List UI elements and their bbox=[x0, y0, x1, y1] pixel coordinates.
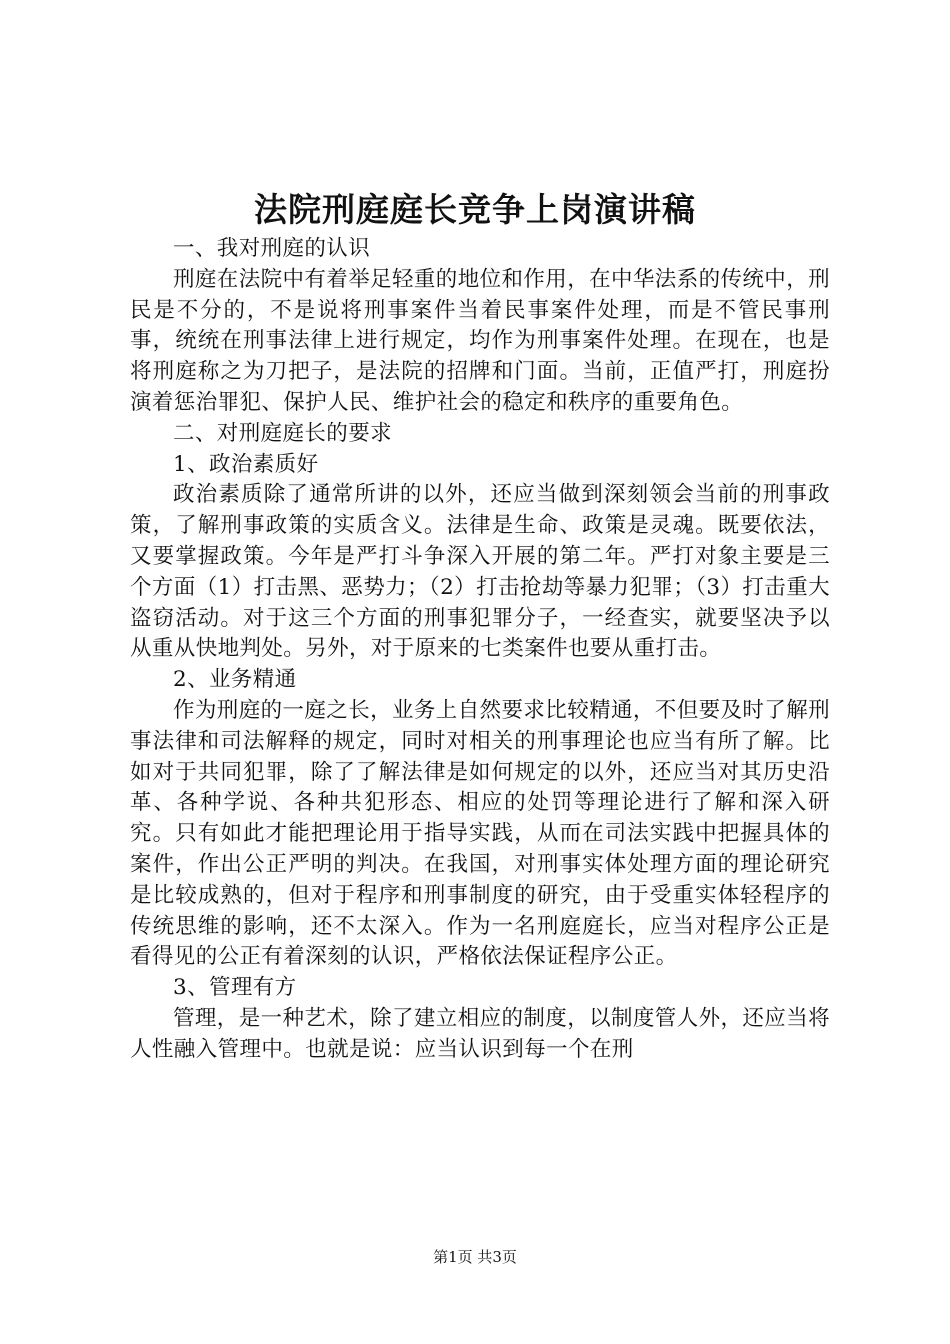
body-paragraph: 作为刑庭的一庭之长，业务上自然要求比较精通，不但要及时了解刑事法律和司法解释的规定，同时对相关的刑事理论也应当有所了解。比如对于共同犯罪，除了了解法律是如何规定的以外，还应当对其历史沿革、各种学说、各种共犯形态、相应的处罚等理论进行了解和深入研究。只有如此才能把理论用于指导实践，从而在司法实践中把握具体的案件，作出公正严明的判决。在我国，对刑事实体处理方面的理论研究是比较成熟的，但对于程序和刑事制度的研究，由于受重实体轻程序的传统思维的影响，还不太深入。作为一名刑庭庭长，应当对程序公正是看得见的公正有着深刻的认识，严格依法保证程序公正。 bbox=[130, 697, 831, 970]
body-paragraph: 政治素质除了通常所讲的以外，还应当做到深刻领会当前的刑事政策，了解刑事政策的实质含义。法律是生命、政策是灵魂。既要依法，又要掌握政策。今年是严打斗争深入开展的第二年。严打对象主要是三个方面（1）打击黑、恶势力；（2）打击抢劫等暴力犯罪；（3）打击重大盗窃活动。对于这三个方面的刑事犯罪分子，一经查实，就要坚决予以从重从快地判处。另外，对于原来的七类案件也要从重打击。 bbox=[130, 482, 830, 662]
subsection-heading: 2、业务精通 bbox=[173, 667, 297, 693]
subsection-heading: 3、管理有方 bbox=[173, 975, 297, 1001]
document-body bbox=[130, 234, 830, 1066]
page-footer: 第1页 共3页 bbox=[433, 1248, 517, 1266]
section-heading: 二、对刑庭庭长的要求 bbox=[173, 420, 393, 446]
section-heading: 一、我对刑庭的认识 bbox=[173, 236, 371, 261]
body-paragraph: 刑庭在法院中有着举足轻重的地位和作用，在中华法系的传统中，刑民是不分的，不是说将刑事案件当着民事案件处理，而是不管民事刑事，统统在刑事法律上进行规定，均作为刑事案件处理。在现在，也是将刑庭称之为刀把子，是法院的招牌和门面。当前，正值严打，刑庭扮演着惩治罪犯、保护人民、维护社会的稳定和秩序的重要角色。 bbox=[130, 266, 831, 415]
body-paragraph: 管理，是一种艺术，除了建立相应的制度，以制度管人外，还应当将人性融入管理中。也就是说：应当认识到每一个在刑 bbox=[130, 1005, 831, 1062]
document-title: 法院刑庭庭长竞争上岗演讲稿 bbox=[254, 190, 696, 229]
subsection-heading: 1、政治素质好 bbox=[173, 451, 319, 477]
